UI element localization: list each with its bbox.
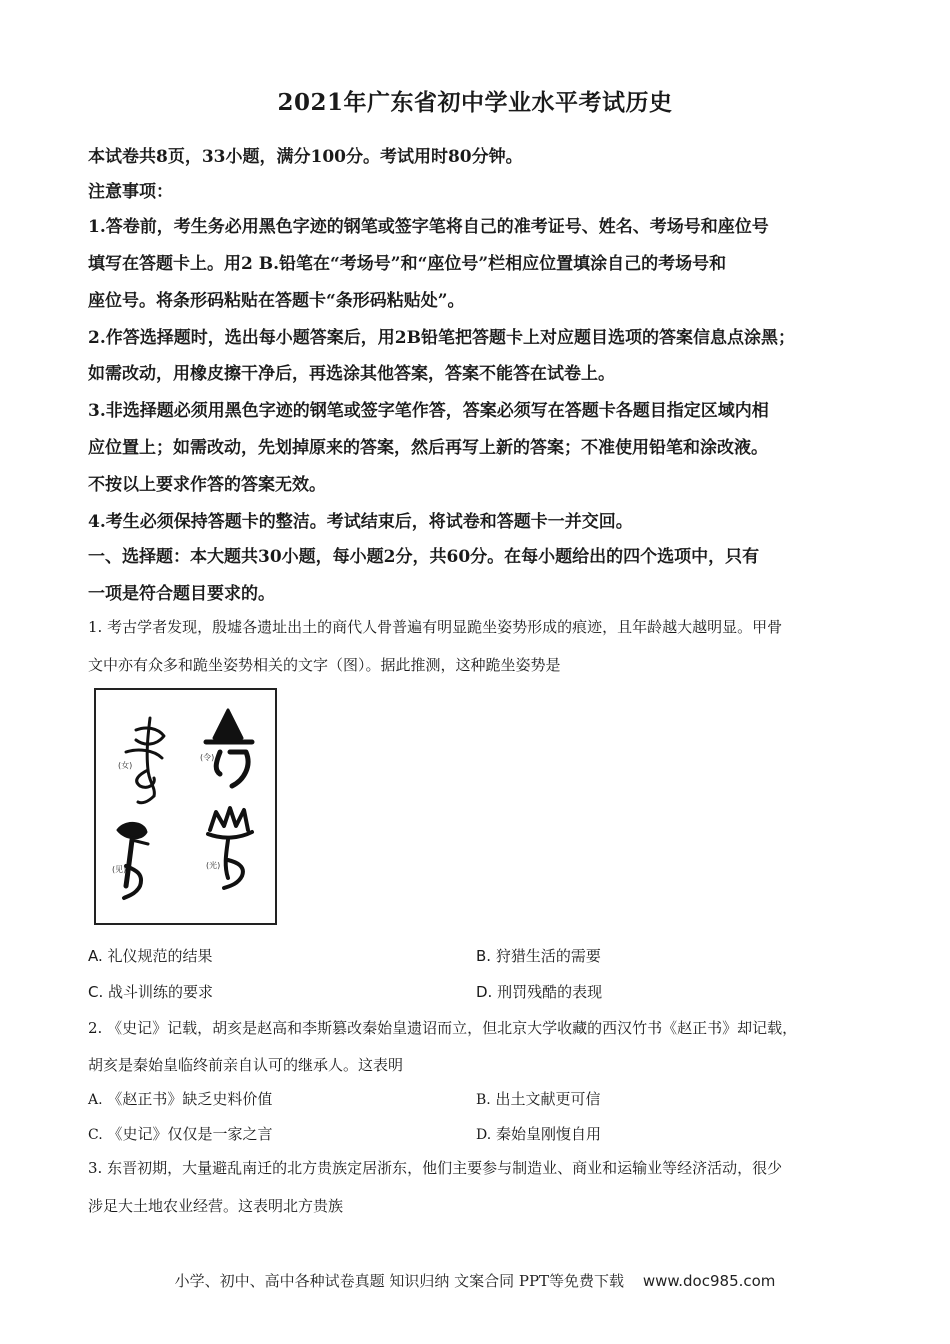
page-footer xyxy=(0,1270,950,1291)
glyph-caption: (光) xyxy=(206,861,221,870)
q1-option-c xyxy=(88,981,213,1002)
option-text: 刑罚残酷的表现 xyxy=(497,983,603,1001)
q2-option-b xyxy=(476,1088,601,1109)
option-label: D. xyxy=(476,1127,492,1143)
option-text: 秦始皇刚愎自用 xyxy=(495,1125,601,1143)
q1-option-d xyxy=(476,981,602,1002)
notes-heading: 注意事项： xyxy=(88,182,173,202)
note-line: 4.考生必须保持答题卡的整洁。考试结束后，将试卷和答题卡一并交回。 xyxy=(88,512,633,532)
option-label: D. xyxy=(476,983,493,1001)
note-line: 1.答卷前，考生务必用黑色字迹的钢笔或签字笔将自己的准考证号、姓名、考场号和座位号 xyxy=(88,217,769,237)
note-line: 填写在答题卡上。用2 B.铅笔在“考场号”和“座位号”栏相应位置填涂自己的考场号和 xyxy=(88,254,727,274)
option-label: A. xyxy=(88,947,103,965)
question-3-stem: 3. 东晋初期，大量避乱南迁的北方贵族定居浙东，他们主要参与制造业、商业和运输业等经济活动，很少 xyxy=(88,1159,783,1177)
footer-site-link[interactable]: www.doc985.com xyxy=(642,1272,776,1290)
note-line: 2.作答选择题时，选出每小题答案后，用2B铅笔把答题卡上对应题目选项的答案信息点涂黑； xyxy=(88,328,795,348)
question-3-stem: 涉足大土地农业经营。这表明北方贵族 xyxy=(88,1197,344,1215)
note-line: 3.非选择题必须用黑色字迹的钢笔或签字笔作答，答案必须写在答题卡各题目指定区域内相 xyxy=(88,401,769,421)
q2-option-a xyxy=(88,1088,272,1109)
question-2-stem: 胡亥是秦始皇临终前亲自认可的继承人。这表明 xyxy=(88,1056,404,1074)
option-text: 《史记》仅仅是一家之言 xyxy=(107,1125,273,1143)
question-2-stem: 2. 《史记》记载，胡亥是赵高和李斯篡改秦始皇遗诏而立，但北京大学收藏的西汉竹书《赵正书》却记载， xyxy=(88,1019,798,1037)
option-label: B. xyxy=(476,947,492,965)
page-title: 2021年广东省初中学业水平考试历史 xyxy=(277,89,673,116)
note-line: 如需改动，用橡皮擦干净后，再选涂其他答案，答案不能答在试卷上。 xyxy=(88,364,615,384)
q2-option-c xyxy=(88,1123,272,1144)
option-text: 出土文献更可信 xyxy=(495,1090,601,1108)
note-line: 不按以上要求作答的答案无效。 xyxy=(88,475,326,495)
option-label: C. xyxy=(88,983,104,1001)
q1-option-a xyxy=(88,945,213,966)
glyph-caption: (女) xyxy=(118,761,133,770)
note-line: 座位号。将条形码粘贴在答题卡“条形码粘贴处”。 xyxy=(88,291,465,311)
option-text: 礼仪规范的结果 xyxy=(107,947,213,965)
oracle-glyphs-illustration xyxy=(96,690,275,923)
exam-intro: 本试卷共8页，33小题，满分100分。考试用时80分钟。 xyxy=(88,147,523,167)
q2-option-d xyxy=(476,1123,601,1144)
option-label: A. xyxy=(88,1092,103,1108)
question-1-stem: 1. 考古学者发现，殷墟各遗址出土的商代人骨普遍有明显跪坐姿势形成的痕迹，且年龄越大越明显。甲骨 xyxy=(88,618,783,636)
option-text: 狩猎生活的需要 xyxy=(495,947,601,965)
option-label: B. xyxy=(476,1092,491,1108)
section-heading: 一项是符合题目要求的。 xyxy=(88,584,275,604)
option-label: C. xyxy=(88,1127,103,1143)
glyph-caption: (见) xyxy=(112,865,127,874)
oracle-bone-figure xyxy=(94,688,277,925)
glyph-caption: (令) xyxy=(200,753,215,762)
section-heading: 一、选择题：本大题共30小题，每小题2分，共60分。在每小题给出的四个选项中，只有 xyxy=(88,547,760,567)
option-text: 战斗训练的要求 xyxy=(108,983,214,1001)
footer-text: 小学、初中、高中各种试卷真题 知识归纳 文案合同 PPT等免费下载 xyxy=(174,1272,625,1290)
q1-option-b xyxy=(476,945,601,966)
note-line: 应位置上；如需改动，先划掉原来的答案，然后再写上新的答案；不准使用铅笔和涂改液。 xyxy=(88,438,768,458)
question-1-stem: 文中亦有众多和跪坐姿势相关的文字（图）。据此推测，这种跪坐姿势是 xyxy=(88,656,561,674)
option-text: 《赵正书》缺乏史料价值 xyxy=(107,1090,273,1108)
